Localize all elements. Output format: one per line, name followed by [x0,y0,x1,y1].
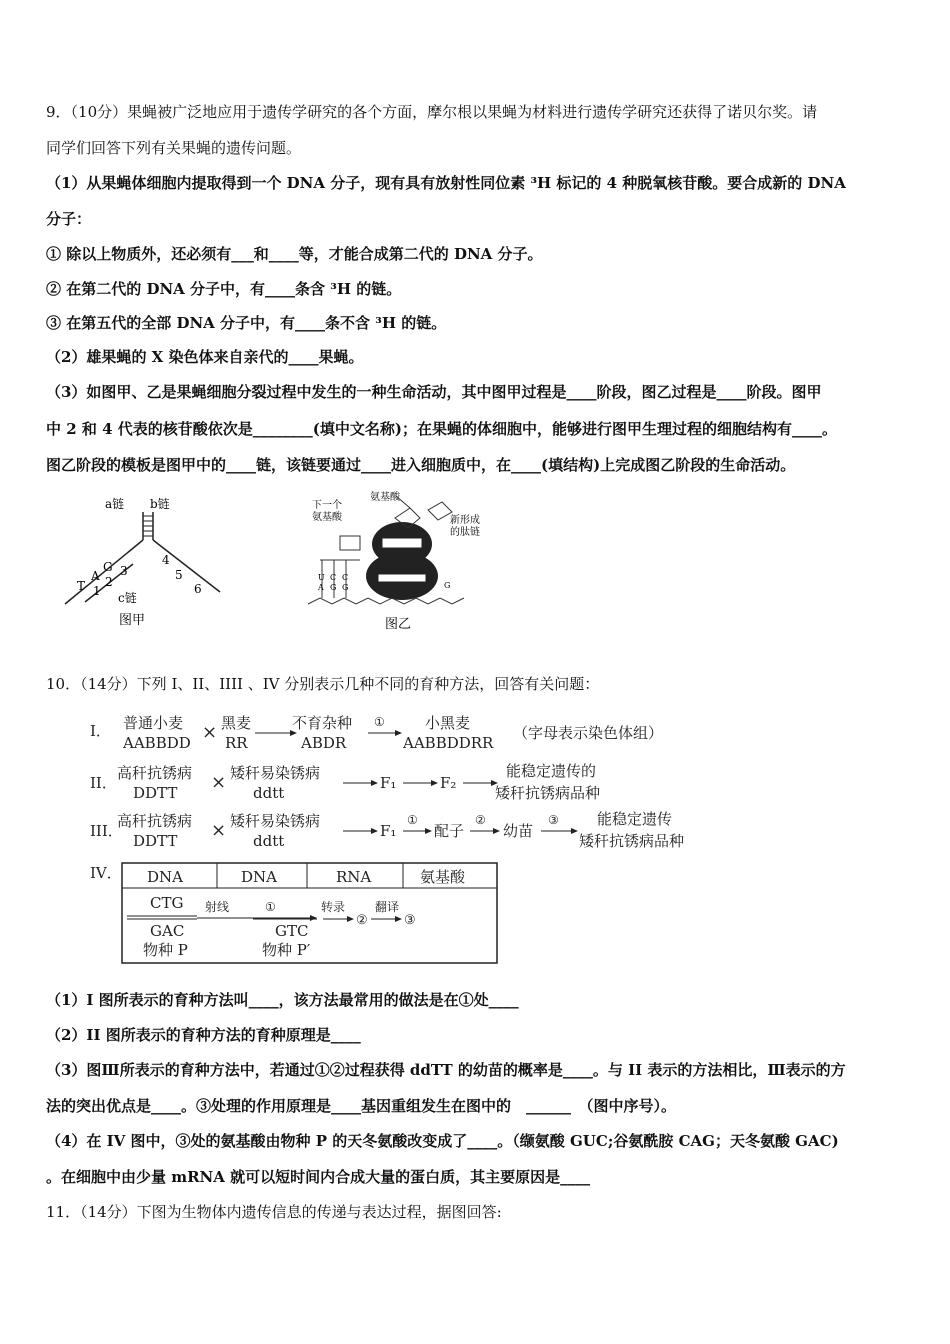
base-G: G [103,560,113,574]
row-I-p3: 不育杂种 [292,714,353,732]
q11-title: 11．（14分）下图为生物体内遗传信息的传递与表达过程，据图回答: [46,1203,502,1221]
q10-sub2: （2）II 图所表示的育种方法的育种原理是____ [46,1026,361,1044]
row-IV-c3: ③ [404,913,416,928]
q10-sub3a: （3）图Ⅲ所表示的育种方法中，若通过①②过程获得 ddTT 的幼苗的概率是____。与 II 表示的方法相比，Ⅲ表示的方 [46,1061,846,1079]
figure-jia [55,492,230,632]
row-IV-h2: DNA [241,868,277,886]
row-IV-bot2: GTC [275,922,309,940]
label-next-aa: 下一个 [312,500,342,511]
q9-item2: ② 在第二代的 DNA 分子中，有____条含 ³H 的链。 [46,280,402,298]
q10-sub3b: 法的突出优点是____。③处理的作用原理是____基因重组发生在图中的 ______ （图中序号）。 [46,1097,677,1115]
row-IV-c1: ① [265,900,276,914]
row-I-p4: 小黑麦 [425,714,471,732]
q9-sub2: （2）雄果蝇的 X 染色体来自亲代的____果蝇。 [46,348,364,366]
svg-text:×: × [202,722,218,743]
row-IV-c2: ② [356,913,368,928]
q9-sub1-cont: 分子： [46,210,92,228]
row-II-r2: 矮秆抗锈病品种 [495,784,601,802]
row-III-p2g: ddtt [253,832,285,850]
svg-text:G: G [342,583,349,592]
q10-sub4b: 。在细胞中由少量 mRNA 就可以短时间内合成大量的蛋白质，其主要原因是____ [46,1168,591,1186]
row-III-num: III． [90,822,123,840]
base-4: 4 [162,553,170,567]
q10-sub1: （1）I 图所表示的育种方法叫____，该方法最常用的做法是在①处____ [46,991,519,1009]
row-II-p2g: ddtt [253,784,285,802]
svg-text:×: × [211,772,227,793]
label-c-chain: c链 [118,591,137,605]
row-I-p4g: AABBDDRR [403,734,494,752]
label-aa: 氨基酸 [370,492,400,503]
row-IV-bot1: GAC [150,922,185,940]
row-III-s1: ① [407,813,418,827]
q9-sub1: （1）从果蝇体细胞内提取得到一个 DNA 分子，现有具有放射性同位素 ³H 标记的 4 种脱氧核苷酸。要合成新的 DNA [46,174,846,192]
row-II-num: II． [90,774,117,792]
row-I-num: I． [90,722,111,740]
q9-line1: 9．（10分）果蝇被广泛地应用于遗传学研究的各个方面，摩尔根以果蝇为材料进行遗传学研究还获得了诺贝尔奖。请 [46,103,818,121]
base-3: 3 [120,564,128,578]
row-I-p2g: RR [225,734,248,752]
row-I-note: （字母表示染色体组） [513,724,664,742]
row-IV-radiation: 射线 [205,900,230,914]
svg-text:C: C [330,573,337,582]
label-a-chain: a链 [105,497,125,511]
breeding-diagram [85,706,715,968]
q9-sub3-cont2: 图乙阶段的模板是图甲中的____链，该链要通过____进入细胞质中，在____(填结构)上完成图乙阶段的生命活动。 [46,456,796,474]
base-2: 2 [105,575,113,589]
base-6: 6 [194,582,202,596]
label-new-chain-1: 新形成 [450,515,480,526]
row-IV-top1: CTG [150,894,184,912]
caption-yi: 图乙 [385,617,412,632]
row-IV-h1: DNA [147,868,183,886]
label-new-chain-2: 的肽链 [450,527,480,538]
q9-line2: 同学们回答下列有关果蝇的遗传问题。 [46,139,302,157]
row-III-p1: 高秆抗锈病 [117,812,193,830]
row-II-p2: 矮秆易染锈病 [230,764,321,782]
row-III-seedling: 幼苗 [503,822,534,840]
figure-yi [300,488,500,634]
row-I-p1g: AABBDD [123,734,191,752]
row-I-step: ① [374,715,385,729]
row-III-f1: F₁ [380,822,397,840]
row-III-s3: ③ [548,813,559,827]
svg-text:A: A [318,583,324,592]
caption-jia: 图甲 [119,613,146,628]
row-II-p1g: DDTT [133,784,178,802]
row-III-gamete: 配子 [434,822,465,840]
row-II-r1: 能稳定遗传的 [506,762,597,780]
svg-text:×: × [211,820,227,841]
q9-sub3: （3）如图甲、乙是果蝇细胞分裂过程中发生的一种生命活动，其中图甲过程是____阶段，图乙过程是____阶段。图甲 [46,383,822,401]
base-1: 1 [93,584,101,598]
row-III-r2: 矮秆抗锈病品种 [579,832,685,850]
row-I-p3g: ABDR [301,734,347,752]
q10-title [46,674,908,694]
row-IV-h3: RNA [336,868,372,886]
base-A: A [91,569,100,583]
row-II-f1: F₁ [380,774,397,792]
base-T: T [77,579,86,593]
row-III-r1: 能稳定遗传 [597,810,673,828]
row-III-s2: ② [475,813,486,827]
row-IV-sp2: 物种 P′ [262,941,311,959]
row-IV-h4: 氨基酸 [420,868,466,886]
base-5: 5 [175,568,183,582]
row-III-p2: 矮秆易染锈病 [230,812,321,830]
row-IV-num: IV． [90,864,122,882]
q9-item3: ③ 在第五代的全部 DNA 分子中，有____条不含 ³H 的链。 [46,314,447,332]
row-III-p1g: DDTT [133,832,178,850]
q10-sub4a: （4）在 IV 图中，③处的氨基酸由物种 P 的天冬氨酸改变成了____。（缬氨酸 GUC;谷氨酰胺 CAG；天冬氨酸 GAC) [46,1132,839,1150]
row-II-p1: 高秆抗锈病 [117,764,193,782]
row-I-p2: 黑麦 [221,714,252,732]
label-next-aa-2: 氨基酸 [312,512,342,523]
row-IV-translation: 翻译 [375,900,400,914]
q9-sub3-cont1: 中 2 和 4 代表的核苷酸依次是________(填中文名称)；在果蝇的体细胞中，能够进行图甲生理过程的细胞结构有____。 [46,420,837,438]
svg-text:G: G [330,583,337,592]
row-IV-transcription: 转录 [321,900,346,914]
q9-item1: ① 除以上物质外，还必须有___和____等，才能合成第二代的 DNA 分子。 [46,245,543,263]
row-I-p1: 普通小麦 [123,714,184,732]
row-IV-sp1: 物种 P [143,941,188,959]
svg-text:G: G [444,581,451,590]
svg-text:C: C [342,573,349,582]
svg-text:U: U [318,573,325,582]
label-b-chain: b链 [150,497,170,511]
row-II-f2: F₂ [440,774,457,792]
q10-title-text: 10．（14分）下列 I、II、IIII 、IV 分别表示几种不同的育种方法，回答有关问题： [46,675,600,693]
